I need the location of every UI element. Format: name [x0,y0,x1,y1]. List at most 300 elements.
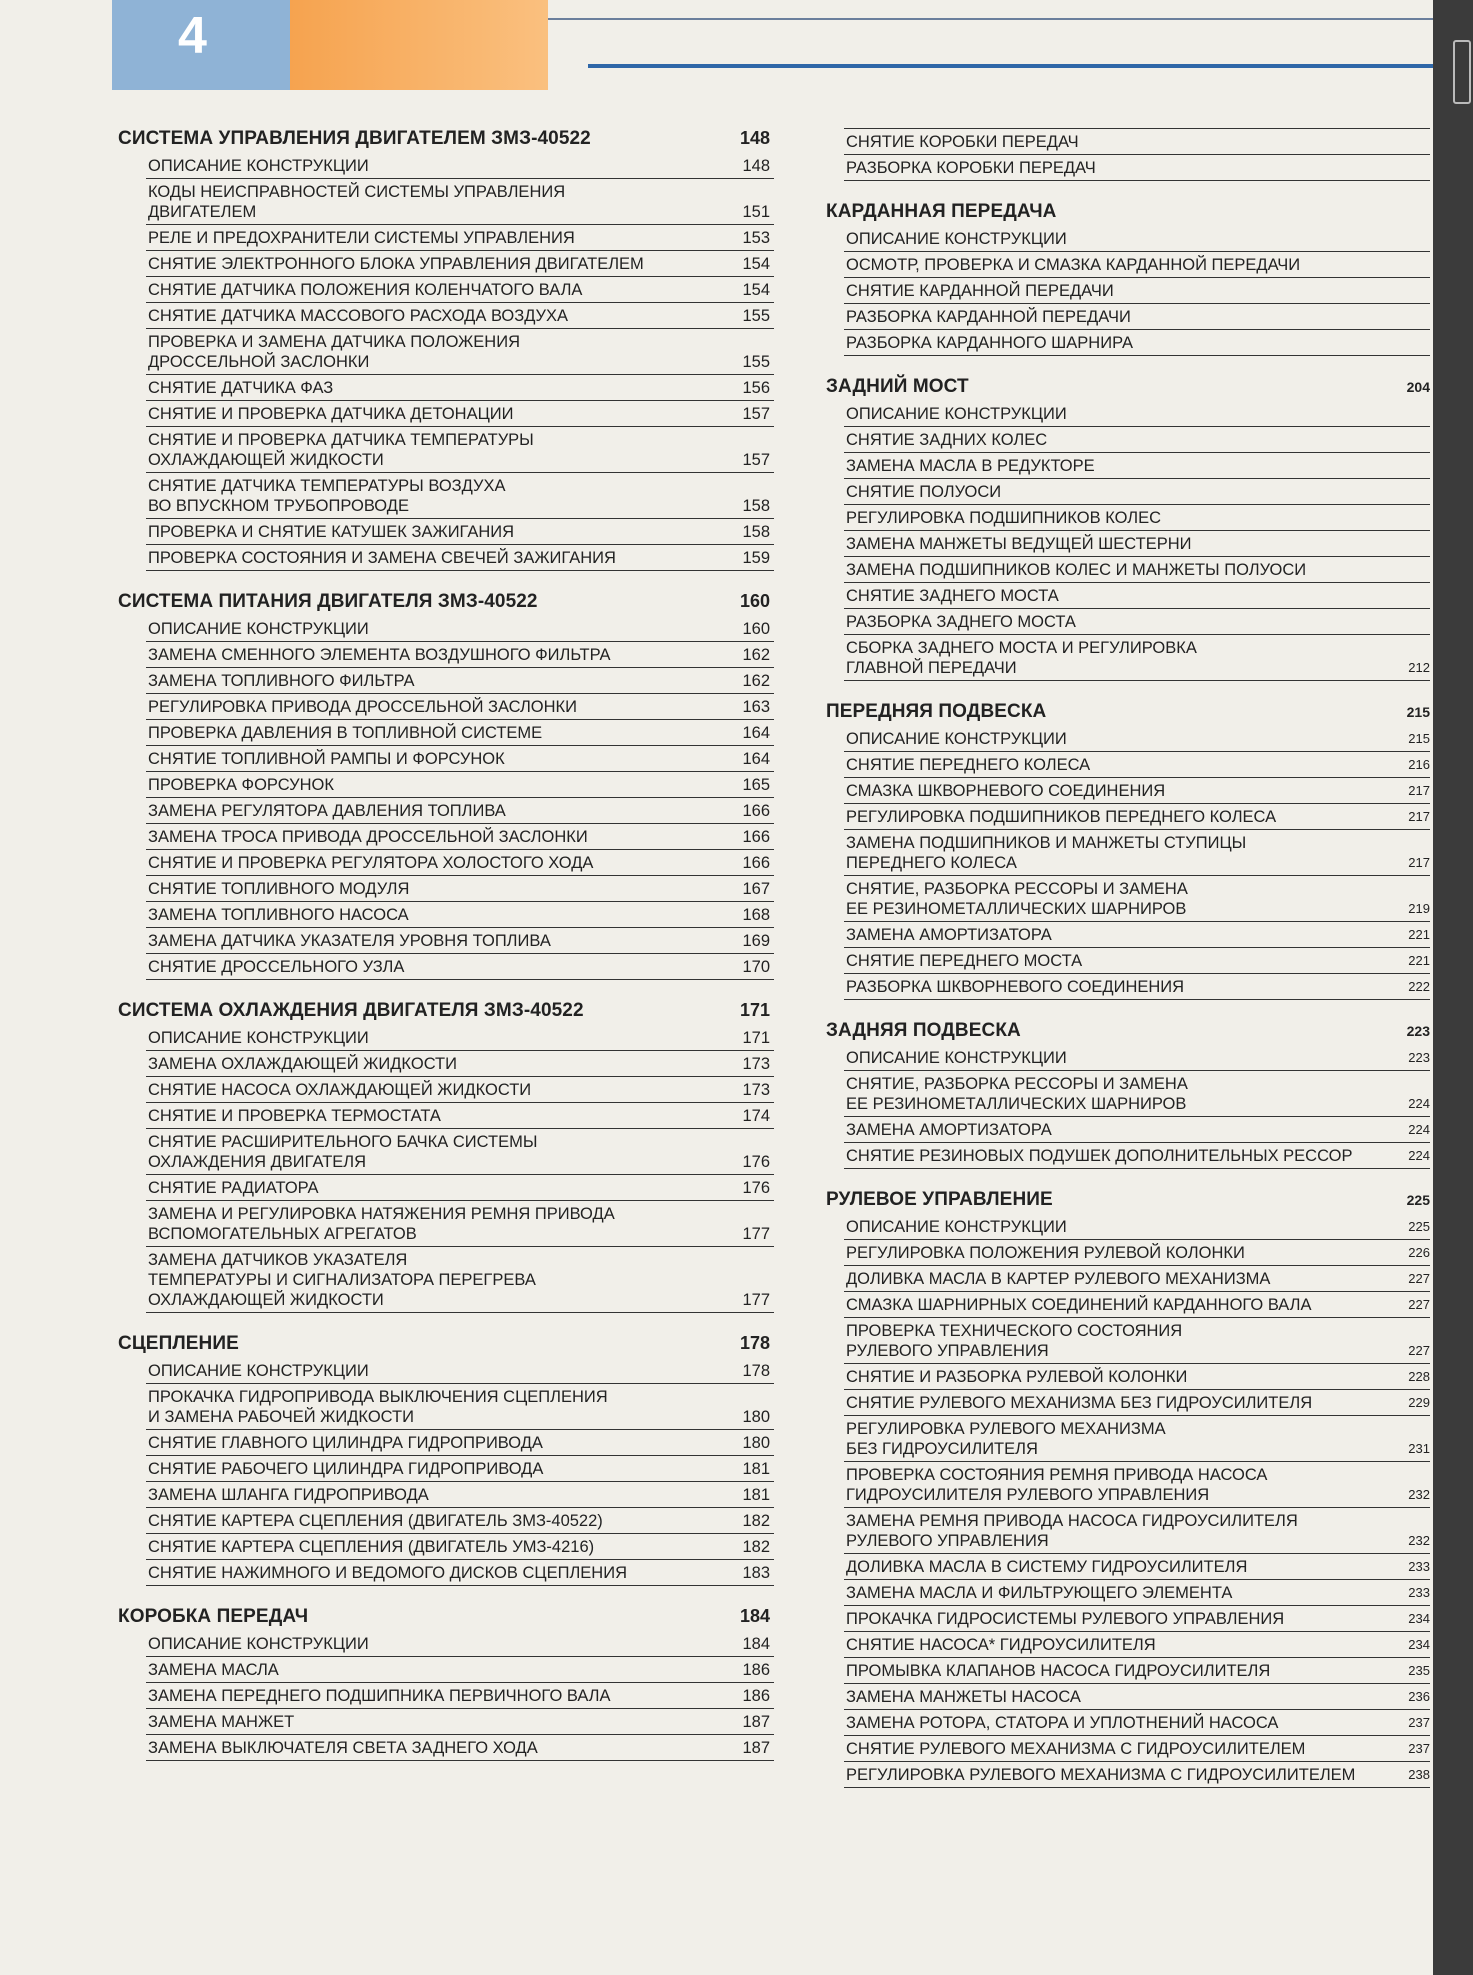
entry-page-number: 151 [742,203,770,221]
toc-entry[interactable] [844,1390,1430,1416]
entry-title: РЕГУЛИРОВКА ПОДШИПНИКОВ ПЕРЕДНЕГО КОЛЕСА [846,808,1277,826]
toc-entry[interactable] [844,479,1430,505]
entry-page-number: 168 [742,906,770,924]
entry-title: ПРОВЕРКА ФОРСУНОК [148,776,334,794]
entry-title: РАЗБОРКА ЗАДНЕГО МОСТА [846,613,1076,631]
entry-title: ПРОМЫВКА КЛАПАНОВ НАСОСА ГИДРОУСИЛИТЕЛЯ [846,1662,1271,1680]
toc-entry[interactable] [844,304,1430,330]
entry-title: ЗАМЕНА МАСЛА И ФИЛЬТРУЮЩЕГО ЭЛЕМЕНТА [846,1584,1233,1602]
toc-entry[interactable] [844,1318,1430,1364]
entry-title: СНЯТИЕ ДРОССЕЛЬНОГО УЗЛА [148,958,405,976]
toc-entry[interactable] [146,824,774,850]
toc-entry[interactable] [146,153,774,179]
entry-page-number: 167 [742,880,770,898]
entry-page-number: 162 [742,646,770,664]
toc-entry[interactable] [844,778,1430,804]
toc-entry[interactable] [146,427,774,473]
toc-entry[interactable] [146,902,774,928]
toc-entry[interactable] [844,1266,1430,1292]
section-heading [826,376,1430,398]
entry-title: СНЯТИЕ ТОПЛИВНОГО МОДУЛЯ [148,880,410,898]
toc-entry[interactable] [844,1658,1430,1684]
entry-title: ПРОВЕРКА И ЗАМЕНА ДАТЧИКА ПОЛОЖЕНИЯ ДРОССЕЛЬНОЙ ЗАСЛОНКИ [148,333,520,371]
entry-page-number: 217 [1408,783,1430,798]
entry-title: СНЯТИЕ НАСОСА ОХЛАЖДАЮЩЕЙ ЖИДКОСТИ [148,1081,532,1099]
section-page-number: 160 [739,591,770,611]
entry-page-number: 163 [742,698,770,716]
toc-entry[interactable] [146,928,774,954]
toc-entry[interactable] [844,635,1430,681]
toc-entry[interactable] [844,804,1430,830]
section-title: ЗАДНИЙ МОСТ [826,376,969,397]
toc-entry[interactable] [146,642,774,668]
entry-title: РАЗБОРКА КАРДАННОЙ ПЕРЕДАЧИ [846,308,1131,326]
entry-page-number: 226 [1408,1245,1430,1260]
toc-entry[interactable] [844,1045,1430,1071]
toc-entry[interactable] [844,876,1430,922]
entry-page-number: 186 [742,1661,770,1679]
entry-page-number: 187 [742,1739,770,1757]
section-page-number: 225 [1406,1192,1430,1208]
entry-page-number: 166 [742,802,770,820]
entry-title: СНЯТИЕ ЗАДНЕГО МОСТА [846,587,1059,605]
toc-entry[interactable] [146,1103,774,1129]
toc-entry[interactable] [844,1632,1430,1658]
entry-title: ЗАМЕНА ОХЛАЖДАЮЩЕЙ ЖИДКОСТИ [148,1055,457,1073]
entry-title: ПРОВЕРКА СОСТОЯНИЯ И ЗАМЕНА СВЕЧЕЙ ЗАЖИГАНИЯ [148,549,616,567]
entry-title: ОСМОТР, ПРОВЕРКА И СМАЗКА КАРДАННОЙ ПЕРЕДАЧИ [846,256,1301,274]
entry-title: ЗАМЕНА ВЫКЛЮЧАТЕЛЯ СВЕТА ЗАДНЕГО ХОДА [148,1739,538,1757]
entry-page-number: 222 [1408,979,1430,994]
entry-page-number: 159 [742,549,770,567]
section-page-number: 204 [1406,379,1430,395]
entry-title: СНЯТИЕ КАРТЕРА СЦЕПЛЕНИЯ (ДВИГАТЕЛЬ УМЗ-4216) [148,1538,595,1556]
entry-title: ПРОКАЧКА ГИДРОСИСТЕМЫ РУЛЕВОГО УПРАВЛЕНИЯ [846,1610,1285,1628]
entry-title: СНЯТИЕ РЕЗИНОВЫХ ПОДУШЕК ДОПОЛНИТЕЛЬНЫХ РЕССОР [846,1147,1353,1165]
entry-title: СНЯТИЕ И ПРОВЕРКА ТЕРМОСТАТА [148,1107,441,1125]
entry-title: ДОЛИВКА МАСЛА В СИСТЕМУ ГИДРОУСИЛИТЕЛЯ [846,1558,1248,1576]
entry-page-number: 164 [742,724,770,742]
entry-title: СНЯТИЕ РАСШИРИТЕЛЬНОГО БАЧКА СИСТЕМЫ ОХЛАЖДЕНИЯ ДВИГАТЕЛЯ [148,1133,538,1171]
section-page-number: 223 [1406,1023,1430,1039]
entry-title: ОПИСАНИЕ КОНСТРУКЦИИ [846,1049,1067,1067]
entry-page-number: 227 [1408,1297,1430,1312]
entry-title: ПРОКАЧКА ГИДРОПРИВОДА ВЫКЛЮЧЕНИЯ СЦЕПЛЕНИЯ И ЗАМЕНА РАБОЧЕЙ ЖИДКОСТИ [148,1388,608,1426]
entry-title: СНЯТИЕ ДАТЧИКА ТЕМПЕРАТУРЫ ВОЗДУХА ВО ВПУСКНОМ ТРУБОПРОВОДЕ [148,477,506,515]
toc-entry[interactable] [146,1430,774,1456]
entry-title: СНЯТИЕ И РАЗБОРКА РУЛЕВОЙ КОЛОНКИ [846,1368,1188,1386]
page-number: 4 [178,7,207,65]
entry-title: СБОРКА ЗАДНЕГО МОСТА И РЕГУЛИРОВКА ГЛАВНОЙ ПЕРЕДАЧИ [846,639,1197,677]
toc-entry[interactable] [844,1117,1430,1143]
toc-entry[interactable] [146,1735,774,1761]
toc-entry[interactable] [844,330,1430,356]
entry-page-number: 227 [1408,1343,1430,1358]
section-heading [118,1000,774,1022]
entry-title: СНЯТИЕ И ПРОВЕРКА ДАТЧИКА ТЕМПЕРАТУРЫ ОХЛАЖДАЮЩЕЙ ЖИДКОСТИ [148,431,534,469]
section-heading [118,1333,774,1355]
header-orange-block [290,0,548,90]
toc-entry[interactable] [146,329,774,375]
toc-entry[interactable] [844,401,1430,427]
toc-entry[interactable] [844,1762,1430,1788]
toc-entry[interactable] [844,1416,1430,1462]
page-header [0,0,1473,92]
entry-page-number: 178 [742,1362,770,1380]
entry-page-number: 155 [742,307,770,325]
entry-page-number: 237 [1408,1715,1430,1730]
toc-entry[interactable] [146,668,774,694]
toc-entry[interactable] [844,252,1430,278]
entry-page-number: 233 [1408,1559,1430,1574]
entry-page-number: 235 [1408,1663,1430,1678]
entry-title: СНЯТИЕ ПОЛУОСИ [846,483,1002,501]
entry-title: СНЯТИЕ ДАТЧИКА МАССОВОГО РАСХОДА ВОЗДУХА [148,307,569,325]
toc-entry[interactable] [844,453,1430,479]
toc-section [826,1189,1430,1788]
toc-section [118,1000,774,1313]
entry-title: СНЯТИЕ И ПРОВЕРКА ДАТЧИКА ДЕТОНАЦИИ [148,405,514,423]
entry-title: ЗАМЕНА ДАТЧИКОВ УКАЗАТЕЛЯ ТЕМПЕРАТУРЫ И СИГНАЛИЗАТОРА ПЕРЕГРЕВА ОХЛАЖДАЮЩЕЙ ЖИДКОСТИ [148,1251,536,1309]
toc-entry[interactable] [844,1462,1430,1508]
toc-entry[interactable] [146,616,774,642]
entry-page-number: 238 [1408,1767,1430,1782]
toc-entry[interactable] [844,609,1430,635]
toc-section [118,1606,774,1761]
entry-title: ЗАМЕНА И РЕГУЛИРОВКА НАТЯЖЕНИЯ РЕМНЯ ПРИВОДА ВСПОМОГАТЕЛЬНЫХ АГРЕГАТОВ [148,1205,615,1243]
section-title: СИСТЕМА ОХЛАЖДЕНИЯ ДВИГАТЕЛЯ ЗМЗ-40522 [118,1000,584,1021]
entry-title: ЗАМЕНА МАСЛА В РЕДУКТОРЕ [846,457,1095,475]
section-page-number: 184 [739,1606,770,1626]
entry-title: ЗАМЕНА МАСЛА [148,1661,279,1679]
entry-page-number: 173 [742,1081,770,1099]
entry-page-number: 221 [1408,927,1430,942]
toc-entry[interactable] [146,251,774,277]
entry-page-number: 234 [1408,1611,1430,1626]
toc-entry[interactable] [146,1358,774,1384]
toc-entry[interactable] [844,1364,1430,1390]
entry-page-number: 166 [742,854,770,872]
entry-title: СНЯТИЕ РУЛЕВОГО МЕХАНИЗМА С ГИДРОУСИЛИТЕЛЕМ [846,1740,1306,1758]
entry-page-number: 154 [742,281,770,299]
section-title: РУЛЕВОЕ УПРАВЛЕНИЕ [826,1189,1053,1210]
entry-page-number: 224 [1408,1148,1430,1163]
entry-page-number: 158 [742,523,770,541]
toc-entry[interactable] [844,922,1430,948]
entry-page-number: 177 [742,1225,770,1243]
toc-entry[interactable] [844,1684,1430,1710]
section-title: ПЕРЕДНЯЯ ПОДВЕСКА [826,701,1047,722]
toc-entry[interactable] [146,375,774,401]
entry-title: ЗАМЕНА ТОПЛИВНОГО ФИЛЬТРА [148,672,415,690]
entry-title: ЗАМЕНА РЕГУЛЯТОРА ДАВЛЕНИЯ ТОПЛИВА [148,802,506,820]
entry-title: ОПИСАНИЕ КОНСТРУКЦИИ [148,1362,369,1380]
toc-entry[interactable] [844,583,1430,609]
toc-entry[interactable] [146,179,774,225]
entry-page-number: 162 [742,672,770,690]
toc-entry[interactable] [146,545,774,571]
section-title: СЦЕПЛЕНИЕ [118,1333,239,1354]
toc-section [826,376,1430,681]
toc-entry[interactable] [146,1482,774,1508]
toc-entry[interactable] [146,1384,774,1430]
entry-page-number: 170 [742,958,770,976]
toc-entry[interactable] [844,726,1430,752]
entry-title: СНЯТИЕ КАРТЕРА СЦЕПЛЕНИЯ (ДВИГАТЕЛЬ ЗМЗ-40522) [148,1512,603,1530]
entry-page-number: 176 [742,1153,770,1171]
toc-entry[interactable] [146,303,774,329]
toc-entry[interactable] [146,1247,774,1313]
section-heading [826,201,1430,223]
entry-title: СНЯТИЕ КАРДАННОЙ ПЕРЕДАЧИ [846,282,1114,300]
toc-entry[interactable] [844,1508,1430,1554]
entry-page-number: 157 [742,451,770,469]
toc-entry[interactable] [146,798,774,824]
entry-title: СНЯТИЕ КОРОБКИ ПЕРЕДАЧ [846,133,1079,151]
entry-title: ЗАМЕНА ПЕРЕДНЕГО ПОДШИПНИКА ПЕРВИЧНОГО ВАЛА [148,1687,611,1705]
toc-entry[interactable] [844,752,1430,778]
entry-title: ЗАМЕНА ТОПЛИВНОГО НАСОСА [148,906,409,924]
entry-title: РАЗБОРКА КАРДАННОГО ШАРНИРА [846,334,1133,352]
entry-title: СНЯТИЕ ЗАДНИХ КОЛЕС [846,431,1048,449]
entry-title: ОПИСАНИЕ КОНСТРУКЦИИ [846,230,1067,248]
toc-entry[interactable] [146,772,774,798]
entry-page-number: 186 [742,1687,770,1705]
entry-page-number: 182 [742,1538,770,1556]
entry-title: ОПИСАНИЕ КОНСТРУКЦИИ [846,405,1067,423]
entry-page-number: 157 [742,405,770,423]
entry-page-number: 171 [742,1029,770,1047]
toc-entry[interactable] [146,1175,774,1201]
entry-title: СНЯТИЕ РАБОЧЕГО ЦИЛИНДРА ГИДРОПРИВОДА [148,1460,544,1478]
entry-title: СМАЗКА ШКВОРНЕВОГО СОЕДИНЕНИЯ [846,782,1166,800]
entry-page-number: 224 [1408,1122,1430,1137]
toc-section [118,1333,774,1586]
section-page-number: 171 [739,1000,770,1020]
entry-page-number: 160 [742,620,770,638]
entry-title: СНЯТИЕ ГЛАВНОГО ЦИЛИНДРА ГИДРОПРИВОДА [148,1434,543,1452]
toc-section [826,201,1430,356]
entry-page-number: 153 [742,229,770,247]
section-title: СИСТЕМА ПИТАНИЯ ДВИГАТЕЛЯ ЗМЗ-40522 [118,591,538,612]
toc-right-column [826,128,1430,1808]
toc-entry[interactable] [146,1129,774,1175]
entry-title: ОПИСАНИЕ КОНСТРУКЦИИ [846,1218,1067,1236]
toc-entry[interactable] [844,1143,1430,1169]
section-page-number: 178 [739,1333,770,1353]
toc-entry[interactable] [146,1657,774,1683]
entry-page-number: 231 [1408,1441,1430,1456]
entry-page-number: 237 [1408,1741,1430,1756]
entry-title: РАЗБОРКА КОРОБКИ ПЕРЕДАЧ [846,159,1096,177]
entry-title: ЗАМЕНА ПОДШИПНИКОВ И МАНЖЕТЫ СТУПИЦЫ ПЕРЕДНЕГО КОЛЕСА [846,834,1247,872]
toc-entry[interactable] [146,954,774,980]
toc-section [826,1020,1430,1169]
entry-title: РЕГУЛИРОВКА ПОДШИПНИКОВ КОЛЕС [846,509,1162,527]
entry-title: ОПИСАНИЕ КОНСТРУКЦИИ [846,730,1067,748]
entry-title: ЗАМЕНА АМОРТИЗАТОРА [846,1121,1052,1139]
entry-page-number: 221 [1408,953,1430,968]
toc-entry[interactable] [146,225,774,251]
entry-title: РЕГУЛИРОВКА ПРИВОДА ДРОССЕЛЬНОЙ ЗАСЛОНКИ [148,698,578,716]
section-heading [118,1606,774,1628]
toc-entry[interactable] [146,1534,774,1560]
toc-entry[interactable] [146,1077,774,1103]
toc-section [118,591,774,980]
entry-page-number: 148 [742,157,770,175]
toc-entry[interactable] [146,1683,774,1709]
toc-entry[interactable] [844,155,1430,181]
entry-page-number: 233 [1408,1585,1430,1600]
toc-entry[interactable] [844,1240,1430,1266]
section-title: ЗАДНЯЯ ПОДВЕСКА [826,1020,1021,1041]
toc-entry[interactable] [844,1736,1430,1762]
entry-title: ПРОВЕРКА И СНЯТИЕ КАТУШЕК ЗАЖИГАНИЯ [148,523,515,541]
toc-entry[interactable] [844,128,1430,155]
entry-page-number: 184 [742,1635,770,1653]
toc-entry[interactable] [146,519,774,545]
entry-title: ЗАМЕНА ТРОСА ПРИВОДА ДРОССЕЛЬНОЙ ЗАСЛОНКИ [148,828,588,846]
entry-page-number: 234 [1408,1637,1430,1652]
toc-entry[interactable] [844,557,1430,583]
toc-entry[interactable] [146,1025,774,1051]
toc-entry[interactable] [146,1508,774,1534]
entry-page-number: 219 [1408,901,1430,916]
toc-entry[interactable] [844,1214,1430,1240]
page-edge-strip [1433,0,1473,1975]
section-page-number: 148 [739,128,770,148]
section-heading [118,591,774,613]
toc-entry[interactable] [844,948,1430,974]
entry-page-number: 232 [1408,1533,1430,1548]
entry-page-number: 156 [742,379,770,397]
toc-entry[interactable] [146,850,774,876]
toc-entry[interactable] [146,1456,774,1482]
toc-entry[interactable] [146,277,774,303]
entry-page-number: 182 [742,1512,770,1530]
entry-title: ЗАМЕНА ПОДШИПНИКОВ КОЛЕС И МАНЖЕТЫ ПОЛУОСИ [846,561,1307,579]
section-page-number: 215 [1406,704,1430,720]
entry-title: РЕГУЛИРОВКА РУЛЕВОГО МЕХАНИЗМА С ГИДРОУСИЛИТЕЛЕМ [846,1766,1356,1784]
entry-title: СНЯТИЕ, РАЗБОРКА РЕССОРЫ И ЗАМЕНА ЕЕ РЕЗИНОМЕТАЛЛИЧЕСКИХ ШАРНИРОВ [846,1075,1188,1113]
entry-page-number: 181 [742,1460,770,1478]
toc-entry[interactable] [844,278,1430,304]
entry-title: КОДЫ НЕИСПРАВНОСТЕЙ СИСТЕМЫ УПРАВЛЕНИЯ ДВИГАТЕЛЕМ [148,183,566,221]
entry-page-number: 229 [1408,1395,1430,1410]
entry-title: СМАЗКА ШАРНИРНЫХ СОЕДИНЕНИЙ КАРДАННОГО ВАЛА [846,1296,1312,1314]
entry-title: ПРОВЕРКА СОСТОЯНИЯ РЕМНЯ ПРИВОДА НАСОСА ГИДРОУСИЛИТЕЛЯ РУЛЕВОГО УПРАВЛЕНИЯ [846,1466,1268,1504]
entry-title: РАЗБОРКА ШКВОРНЕВОГО СОЕДИНЕНИЯ [846,978,1185,996]
toc-entry[interactable] [146,876,774,902]
toc-entry[interactable] [844,974,1430,1000]
entry-title: СНЯТИЕ РУЛЕВОГО МЕХАНИЗМА БЕЗ ГИДРОУСИЛИТЕЛЯ [846,1394,1313,1412]
toc-entry[interactable] [146,1709,774,1735]
entry-page-number: 180 [742,1408,770,1426]
toc-entry[interactable] [146,401,774,427]
section-title: КАРДАННАЯ ПЕРЕДАЧА [826,201,1057,222]
toc-entry[interactable] [844,427,1430,453]
toc-entry[interactable] [844,531,1430,557]
entry-page-number: 180 [742,1434,770,1452]
toc-entry[interactable] [844,1554,1430,1580]
section-heading [826,1189,1430,1211]
entry-title: РЕЛЕ И ПРЕДОХРАНИТЕЛИ СИСТЕМЫ УПРАВЛЕНИЯ [148,229,575,247]
entry-title: СНЯТИЕ НАЖИМНОГО И ВЕДОМОГО ДИСКОВ СЦЕПЛЕНИЯ [148,1564,627,1582]
entry-title: ПРОВЕРКА ДАВЛЕНИЯ В ТОПЛИВНОЙ СИСТЕМЕ [148,724,543,742]
entry-page-number: 174 [742,1107,770,1125]
toc-section [826,701,1430,1000]
entry-page-number: 227 [1408,1271,1430,1286]
entry-title: ОПИСАНИЕ КОНСТРУКЦИИ [148,1635,369,1653]
entry-title: СНЯТИЕ ПЕРЕДНЕГО МОСТА [846,952,1083,970]
entry-title: ОПИСАНИЕ КОНСТРУКЦИИ [148,620,369,638]
entry-title: ДОЛИВКА МАСЛА В КАРТЕР РУЛЕВОГО МЕХАНИЗМА [846,1270,1271,1288]
header-rule-thin [548,18,1433,20]
entry-title: ОПИСАНИЕ КОНСТРУКЦИИ [148,1029,369,1047]
entry-page-number: 236 [1408,1689,1430,1704]
toc-entry[interactable] [146,1631,774,1657]
entry-title: СНЯТИЕ НАСОСА* ГИДРОУСИЛИТЕЛЯ [846,1636,1156,1654]
section-title: СИСТЕМА УПРАВЛЕНИЯ ДВИГАТЕЛЕМ ЗМЗ-40522 [118,128,591,149]
entry-title: РЕГУЛИРОВКА РУЛЕВОГО МЕХАНИЗМА БЕЗ ГИДРОУСИЛИТЕЛЯ [846,1420,1166,1458]
entry-page-number: 232 [1408,1487,1430,1502]
entry-page-number: 224 [1408,1096,1430,1111]
toc-entry[interactable] [844,226,1430,252]
entry-page-number: 217 [1408,855,1430,870]
toc-entry[interactable] [146,1560,774,1586]
toc-entry[interactable] [844,1606,1430,1632]
entry-title: СНЯТИЕ ТОПЛИВНОЙ РАМПЫ И ФОРСУНОК [148,750,505,768]
toc-entry[interactable] [844,1071,1430,1117]
entry-title: СНЯТИЕ ДАТЧИКА ФАЗ [148,379,334,397]
section-heading [826,1020,1430,1042]
entry-page-number: 165 [742,776,770,794]
entry-title: СНЯТИЕ И ПРОВЕРКА РЕГУЛЯТОРА ХОЛОСТОГО ХОДА [148,854,594,872]
entry-page-number: 217 [1408,809,1430,824]
toc-entry[interactable] [844,1710,1430,1736]
entry-title: ПРОВЕРКА ТЕХНИЧЕСКОГО СОСТОЯНИЯ РУЛЕВОГО УПРАВЛЕНИЯ [846,1322,1183,1360]
header-rule-blue [588,64,1433,68]
toc-entry[interactable] [146,746,774,772]
entry-page-number: 187 [742,1713,770,1731]
toc-entry[interactable] [146,1051,774,1077]
entry-title: РЕГУЛИРОВКА ПОЛОЖЕНИЯ РУЛЕВОЙ КОЛОНКИ [846,1244,1245,1262]
entry-page-number: 154 [742,255,770,273]
toc-entry[interactable] [844,1292,1430,1318]
entry-title: СНЯТИЕ ЭЛЕКТРОННОГО БЛОКА УПРАВЛЕНИЯ ДВИГАТЕЛЕМ [148,255,644,273]
toc-entry[interactable] [146,720,774,746]
toc-entry[interactable] [844,830,1430,876]
toc-entry[interactable] [146,1201,774,1247]
toc-entry[interactable] [146,694,774,720]
entry-title: СНЯТИЕ ДАТЧИКА ПОЛОЖЕНИЯ КОЛЕНЧАТОГО ВАЛА [148,281,583,299]
toc-entry[interactable] [146,473,774,519]
entry-title: ЗАМЕНА ШЛАНГА ГИДРОПРИВОДА [148,1486,429,1504]
entry-title: ЗАМЕНА МАНЖЕТЫ ВЕДУЩЕЙ ШЕСТЕРНИ [846,535,1192,553]
entry-page-number: 158 [742,497,770,515]
toc-left-column [118,128,774,1781]
toc-entry[interactable] [844,505,1430,531]
entry-page-number: 212 [1408,660,1430,675]
entry-title: СНЯТИЕ РАДИАТОРА [148,1179,319,1197]
entry-page-number: 169 [742,932,770,950]
toc-entry[interactable] [844,1580,1430,1606]
section-heading [826,701,1430,723]
entry-page-number: 215 [1408,731,1430,746]
entry-page-number: 181 [742,1486,770,1504]
entry-page-number: 164 [742,750,770,768]
entry-page-number: 223 [1408,1050,1430,1065]
